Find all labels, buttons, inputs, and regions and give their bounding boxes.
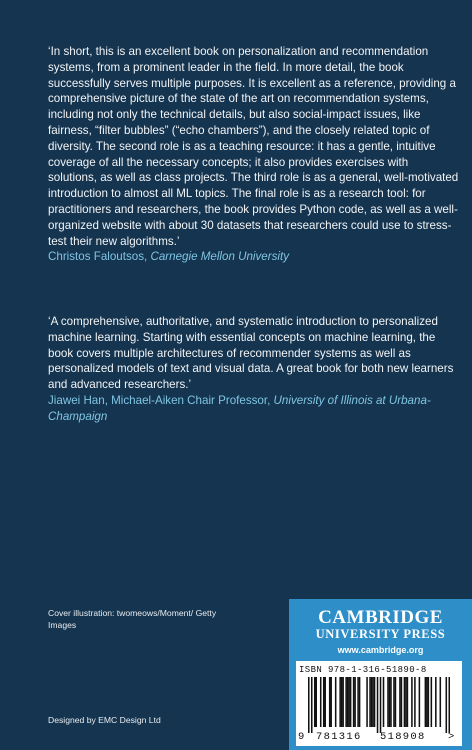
quote-author: Christos Faloutsos, <box>48 250 148 264</box>
quote-attribution <box>48 249 460 265</box>
endorsement-quote-faloutsos <box>48 44 460 265</box>
barcode-icon <box>308 677 450 733</box>
barcode-panel <box>296 661 462 746</box>
design-credit: Designed by EMC Design Ltd <box>48 715 161 725</box>
publisher-panel <box>289 599 472 750</box>
quote-attribution <box>48 393 460 425</box>
quote-affiliation: Carnegie Mellon University <box>150 250 290 264</box>
quote-text: ‘In short, this is an excellent book on personalization and recommendation systems, from a prominent leader in the field. In more detail, the book successfully serves multiple purposes. It is excellent as a reference, providing a comprehensive picture of the state of the art on recommendation systems, including not only the technical details, but also social-impact issues, like fairness, “filter bubbles” (“echo chambers”), and the closely related topic of diversity. The second role is as a teaching resource: it has a gentle, intuitive coverage of all the necessary concepts; it also provides exercises with solutions, as well as class projects. The third role is as a general, well-motivated introduction to almost all ML topics. The final role is as a research tool: for practitioners and researchers, the book provides Python code, as well as a well-organized website with about 30 datasets that researchers could use to stress-test their new algorithms.’ <box>48 45 459 248</box>
cover-illustration-credit: Cover illustration: twomeows/Moment/ Getty Images <box>48 608 217 630</box>
quote-affiliation: University of Illinois at Urbana-Champaign <box>48 393 431 423</box>
barcode-arrow: > <box>448 731 455 743</box>
barcode-digit-group-right: 518908 <box>380 731 426 743</box>
publisher-name: CAMBRIDGE <box>318 607 443 628</box>
publisher-url: www.cambridge.org <box>337 645 424 655</box>
barcode-digit-group-left: 781316 <box>316 731 362 743</box>
barcode-digit-first: 9 <box>298 731 305 743</box>
endorsement-quote-han <box>48 314 460 425</box>
quote-text: ‘A comprehensive, authoritative, and systematic introduction to personalized machine learning. Starting with essential concepts on machine learning, the book covers multiple architectures of recommender systems as well as personalized models of text and visual data. A great book for both new learners and advanced researchers.’ <box>48 315 454 392</box>
quote-author: Jiawei Han, Michael-Aiken Chair Professor, <box>48 393 271 407</box>
isbn-label: ISBN 978-1-316-51890-8 <box>299 665 427 675</box>
publisher-subname: UNIVERSITY PRESS <box>315 627 446 641</box>
